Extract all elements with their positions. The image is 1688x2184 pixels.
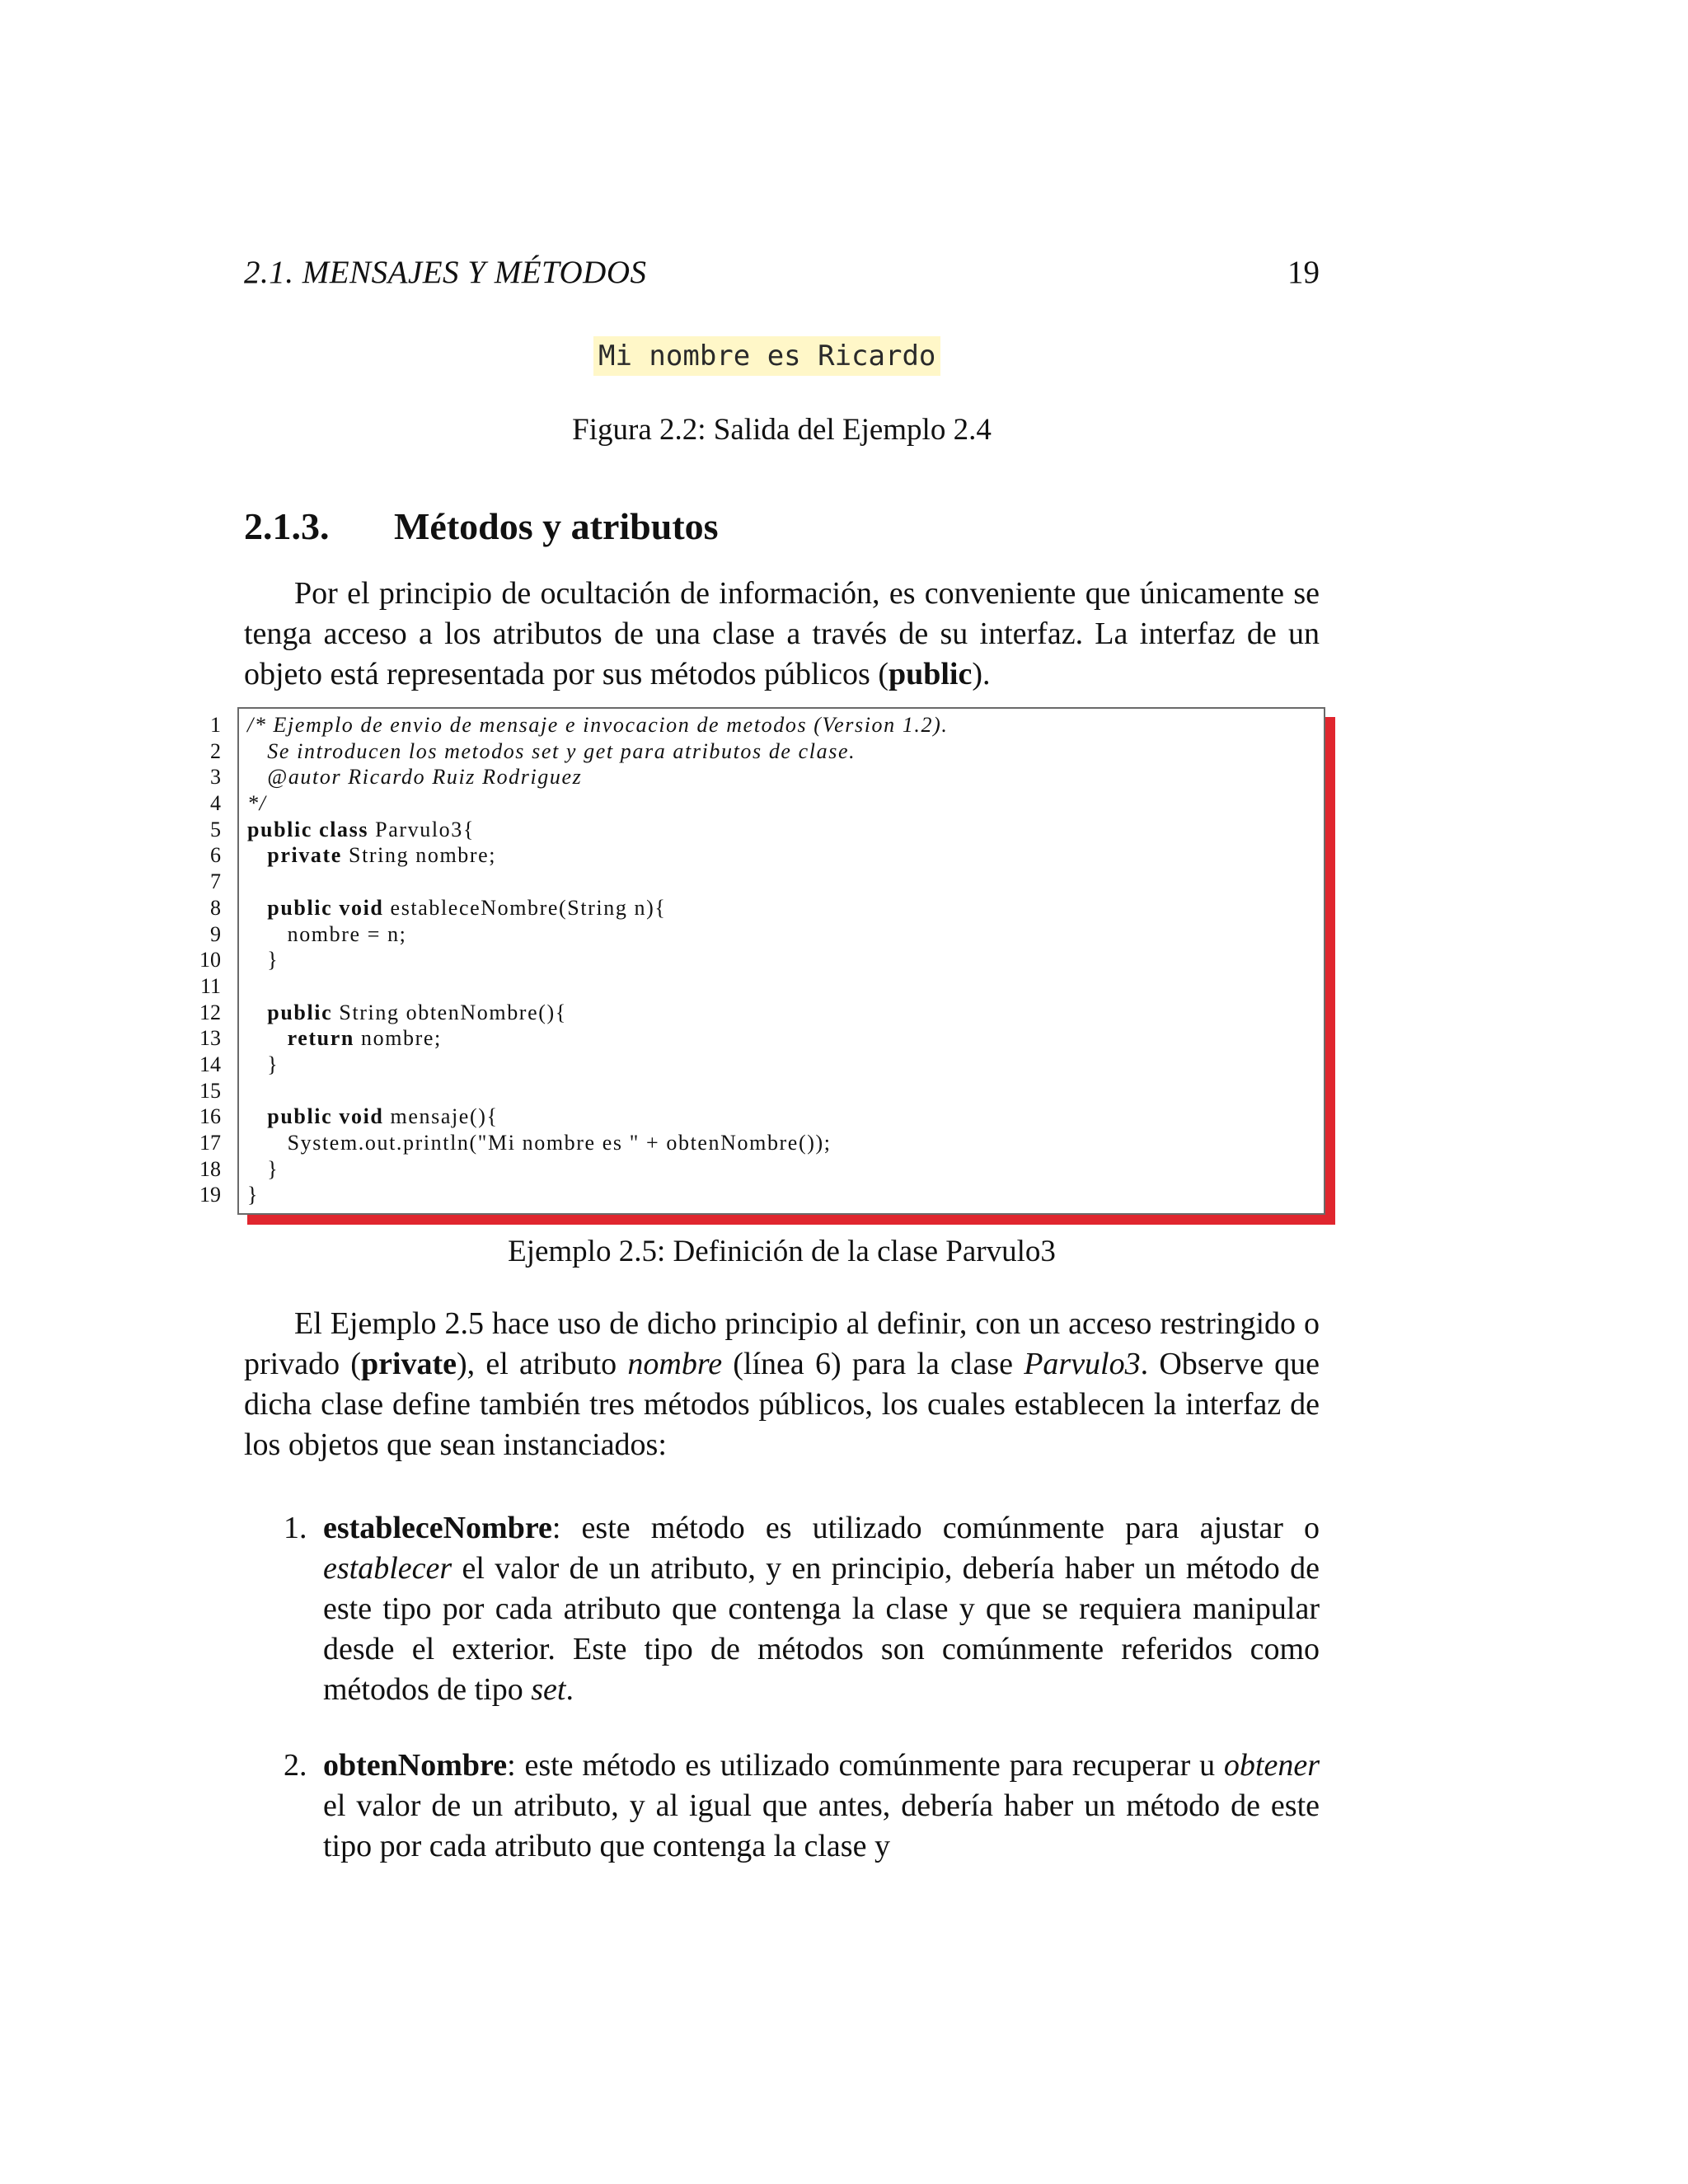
code-line <box>247 1025 1319 1052</box>
text-run: El Ejemplo 2.5 hace uso de dicho principio al definir, con un acceso restringido o privado ( <box>244 1306 1320 1381</box>
list-marker: 1. <box>284 1511 307 1545</box>
line-number: 12 <box>199 1000 221 1024</box>
code-line: } <box>247 1052 279 1076</box>
bold-term: private <box>360 1347 457 1381</box>
line-number: 13 <box>199 1026 221 1051</box>
code-text: Parvulo3{ <box>368 817 475 841</box>
line-number: 8 <box>210 895 221 920</box>
line-number: 14 <box>199 1052 221 1076</box>
bold-term: estableceNombre <box>323 1511 552 1545</box>
code-line: @autor Ricardo Ruiz Rodriguez <box>247 765 583 790</box>
italic-term: set <box>531 1672 566 1707</box>
code-line: /* Ejemplo de envio de mensaje e invocacion de metodos (Version 1.2). <box>247 713 949 737</box>
code-line: nombre = n; <box>247 921 407 946</box>
line-number: 5 <box>210 817 221 841</box>
code-keyword: public class <box>247 817 369 841</box>
code-listing <box>247 712 1319 1208</box>
section-number: 2.1.3. <box>244 505 330 547</box>
line-number: 4 <box>210 791 221 816</box>
code-line <box>247 869 1319 895</box>
section-heading <box>244 504 719 548</box>
line-number: 18 <box>199 1156 221 1181</box>
bold-term: obtenNombre <box>323 1748 508 1783</box>
text-run: . <box>565 1672 574 1707</box>
code-line <box>247 973 1319 1000</box>
paragraph-intro <box>244 574 1320 695</box>
line-number: 7 <box>210 869 221 894</box>
code-line-numbers <box>180 712 221 1208</box>
italic-term: nombre <box>627 1347 723 1381</box>
list-item <box>244 1746 1320 1867</box>
code-line: } <box>247 1183 260 1207</box>
line-number: 17 <box>199 1131 221 1155</box>
code-line: System.out.println("Mi nombre es " + obtenNombre()); <box>247 1131 832 1155</box>
list-item-text <box>323 1508 1320 1710</box>
code-keyword: public <box>247 1000 333 1024</box>
italic-term: Parvulo3 <box>1024 1347 1141 1381</box>
code-line <box>247 1078 1319 1104</box>
list-item <box>244 1508 1320 1710</box>
code-text: String obtenNombre(){ <box>332 1000 567 1024</box>
line-number: 10 <box>199 948 221 972</box>
code-line: */ <box>247 791 267 816</box>
program-output: Mi nombre es Ricardo <box>593 336 940 376</box>
text-run: el valor de un atributo, y al igual que antes, debería haber un método de este tipo por cada atributo que contenga la clase y <box>323 1788 1320 1863</box>
text-run: . Observe que dicha clase define también tres métodos públicos, los cuales establecen la interfaz de los objetos que sean instanciados: <box>244 1347 1320 1462</box>
code-line <box>247 1104 1319 1130</box>
listing-caption: Ejemplo 2.5: Definición de la clase Parvulo3 <box>508 1235 1056 1268</box>
code-line: } <box>247 1156 279 1181</box>
list-item-text <box>323 1746 1320 1867</box>
code-line: } <box>247 948 279 972</box>
line-number: 11 <box>199 973 221 998</box>
line-number: 9 <box>210 921 221 946</box>
code-text: estableceNombre(String n){ <box>383 895 667 920</box>
figure-caption: Figura 2.2: Salida del Ejemplo 2.4 <box>572 413 992 447</box>
text-run: Por el principio de ocultación de información, es conveniente que únicamente se tenga acceso a los atributos de una clase a través de su interfaz. La interfaz de un objeto está representada por sus métodos públicos ( <box>244 576 1320 691</box>
code-keyword: return <box>247 1026 354 1051</box>
page-number: 19 <box>1287 255 1320 290</box>
code-line <box>247 895 1319 921</box>
code-text: mensaje(){ <box>383 1104 499 1129</box>
paragraph-explanation <box>244 1304 1320 1465</box>
running-header-title: 2.1. MENSAJES Y MÉTODOS <box>244 255 647 290</box>
code-text: nombre; <box>354 1026 442 1051</box>
code-line <box>247 817 1319 843</box>
text-run: ), el atributo <box>457 1347 628 1381</box>
line-number: 1 <box>210 713 221 737</box>
list-marker: 2. <box>284 1748 307 1783</box>
code-text: String nombre; <box>341 843 497 868</box>
line-number: 19 <box>199 1183 221 1207</box>
italic-term: obtener <box>1223 1748 1320 1783</box>
text-run: ). <box>972 657 991 691</box>
section-title: Métodos y atributos <box>394 505 719 547</box>
line-number: 16 <box>199 1104 221 1129</box>
code-line: Se introducen los metodos set y get para atributos de clase. <box>247 738 856 763</box>
code-keyword: public void <box>247 895 384 920</box>
code-line <box>247 842 1319 869</box>
text-run: (línea 6) para la clase <box>722 1347 1025 1381</box>
line-number: 3 <box>210 765 221 790</box>
line-number: 2 <box>210 738 221 763</box>
line-number: 15 <box>199 1078 221 1103</box>
code-keyword: private <box>247 843 342 868</box>
code-line <box>247 1000 1319 1026</box>
bold-term: public <box>888 657 973 691</box>
text-run: : este método es utilizado comúnmente para ajustar o <box>551 1511 1320 1545</box>
italic-term: establecer <box>323 1551 452 1586</box>
line-number: 6 <box>210 843 221 868</box>
text-run: el valor de un atributo, y en principio, debería haber un método de este tipo por cada atributo que contenga la clase y que se requiera manipular desde el exterior. Este tipo de métodos son comúnmente referidos como métodos de tipo <box>323 1551 1320 1707</box>
text-run: : este método es utilizado comúnmente para recuperar u <box>507 1748 1224 1783</box>
code-keyword: public void <box>247 1104 384 1129</box>
